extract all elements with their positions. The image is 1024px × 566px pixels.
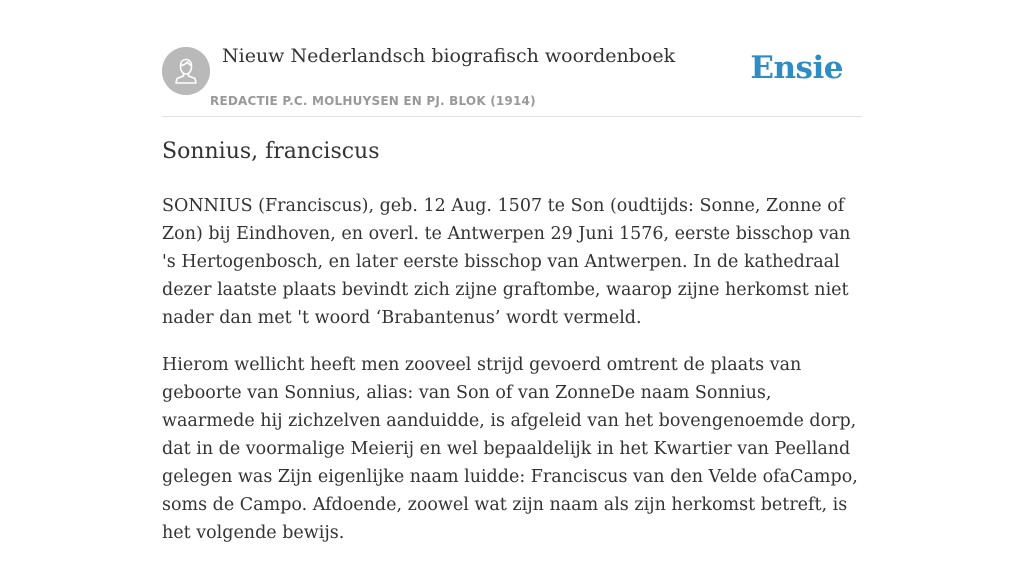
brand-logo[interactable]: Ensie xyxy=(750,50,843,86)
article-body xyxy=(162,192,862,566)
article-paragraph: SONNIUS (Franciscus), geb. 12 Aug. 1507 te Son (oudtijds: Sonne, Zonne of Zon) bij Eindhoven, en overl. te Antwerpen 29 Juni 1576, eerste bisschop van 's Hertogenbosch, en later eerste bisschop van Antwerpen. In de kathedraal dezer laatste plaats bevindt zich zijne graftombe, waarop zijne herkomst niet nader dan met 't woord ‘Brabantenus’ wordt vermeld. xyxy=(162,196,851,328)
source-header xyxy=(162,0,862,117)
book-title[interactable]: Nieuw Nederlandsch biografisch woordenboek xyxy=(222,45,676,67)
article-paragraph: Hierom wellicht heeft men zooveel strijd gevoerd omtrent de plaats van geboorte van Sonnius, alias: van Son of van ZonneDe naam Sonnius, waarmede hij zichzelven aanduidde, is afgeleid van het bovengenoemde dorp, dat in de voormalige Meierij en wel bepaaldelijk in het Kwartier van Peelland gelegen was Zijn eigenlijke naam luidde: Franciscus van den Velde ofaCampo, soms de Campo. Afdoende, zoowel wat zijn naam als zijn herkomst betreft, is het volgende bewijs. xyxy=(162,355,858,543)
book-editors: REDACTIE P.C. MOLHUYSEN EN PJ. BLOK (1914) xyxy=(210,94,536,108)
article-title: Sonnius, franciscus xyxy=(162,139,380,164)
person-icon xyxy=(162,47,210,95)
content xyxy=(162,0,862,543)
